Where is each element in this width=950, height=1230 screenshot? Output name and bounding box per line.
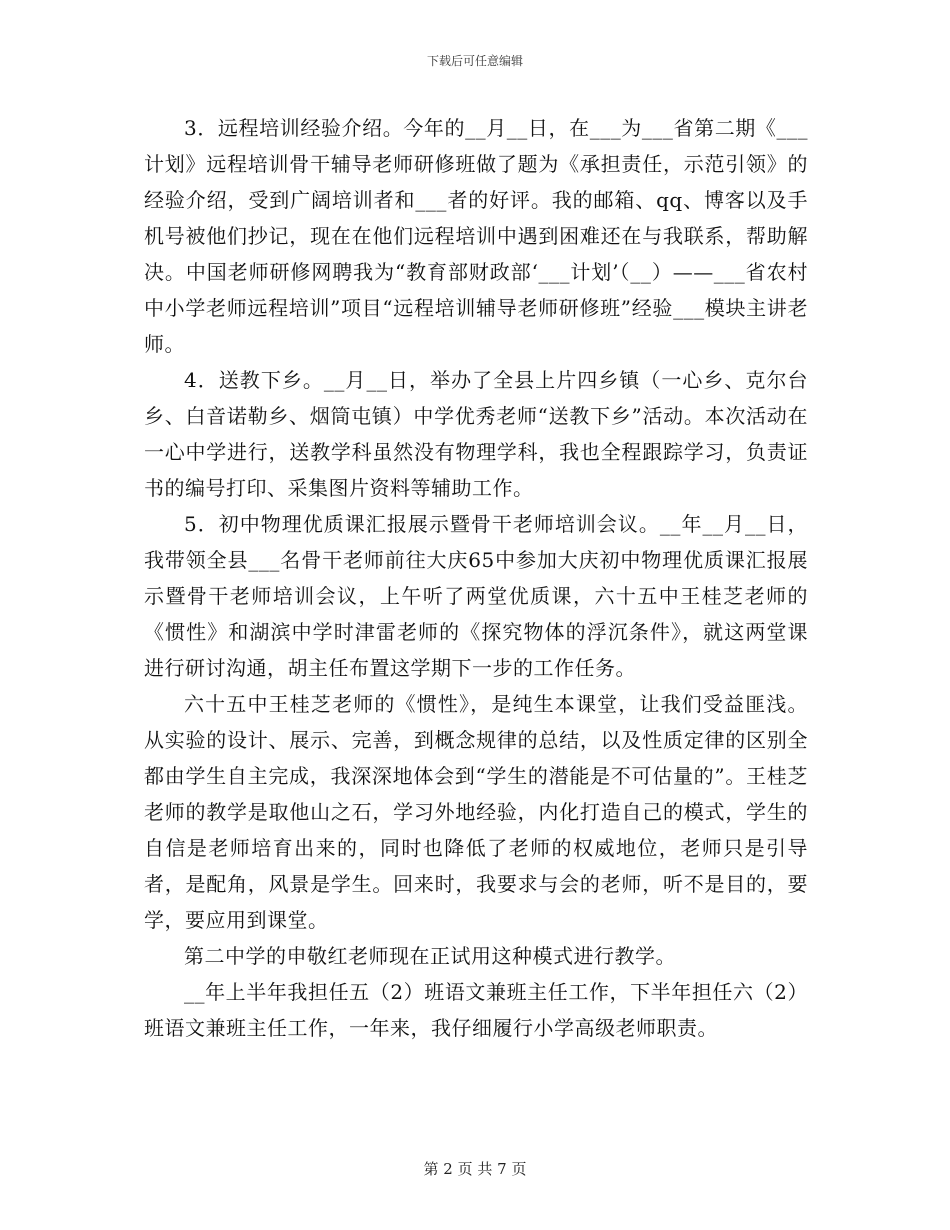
paragraph-class-duty: __年上半年我担任五（2）班语文兼班主任工作，下半年担任六（2）班语文兼班主任工作，一年来，我仔细履行小学高级老师职责。: [144, 980, 808, 1040]
paragraph-physics-lesson: 5．初中物理优质课汇报展示暨骨干老师培训会议。__年__月__日，我带领全县___名骨干老师前往大庆65中参加大庆初中物理优质课汇报展示暨骨干老师培训会议，上午听了两堂优质课，六十五中王桂芝老师的《惯性》和湖滨中学时津雷老师的《探究物体的浮沉条件》，就这两堂课进行研讨沟通，胡主任布置这学期下一步的工作任务。: [144, 512, 808, 680]
paragraph-inertia-lesson: 六十五中王桂芝老师的《惯性》，是纯生本课堂，让我们受益匪浅。从实验的设计、展示、完善，到概念规律的总结，以及性质定律的区别全都由学生自主完成，我深深地体会到“学生的潜能是不可估量的”。王桂芝老师的教学是取他山之石，学习外地经验，内化打造自己的模式，学生的自信是老师培育出来的，同时也降低了老师的权威地位，老师只是引导者，是配角，风景是学生。回来时，我要求与会的老师，听不是目的，要学，要应用到课堂。: [144, 692, 808, 932]
page-number: 第 2 页 共 7 页: [423, 1160, 527, 1178]
page-header: 下载后可任意编辑: [426, 54, 523, 68]
paragraph-remote-training: 3．远程培训经验介绍。今年的__月__日，在___为___省第二期《___计划》远程培训骨干辅导老师研修班做了题为《承担责任，示范引领》的经验介绍，受到广阔培训者和___者的好评。我的邮箱、qq、博客以及手机号被他们抄记，现在在他们远程培训中遇到困难还在与我联系，帮助解决。中国老师研修网聘我为“教育部财政部‘___计划’（__）——___省农村中小学老师远程培训”项目“远程培训辅导老师研修班”经验___模块主讲老师。: [144, 116, 808, 356]
paragraph-second-school: 第二中学的申敬红老师现在正试用这种模式进行教学。: [184, 944, 676, 968]
document-body: [144, 110, 808, 1046]
paragraph-send-teaching: 4．送教下乡。__月__日，举办了全县上片四乡镇（一心乡、克尔台乡、白音诺勒乡、烟筒屯镇）中学优秀老师“送教下乡”活动。本次活动在一心中学进行，送教学科虽然没有物理学科，我也全程跟踪学习，负责证书的编号打印、采集图片资料等辅助工作。: [144, 368, 808, 500]
